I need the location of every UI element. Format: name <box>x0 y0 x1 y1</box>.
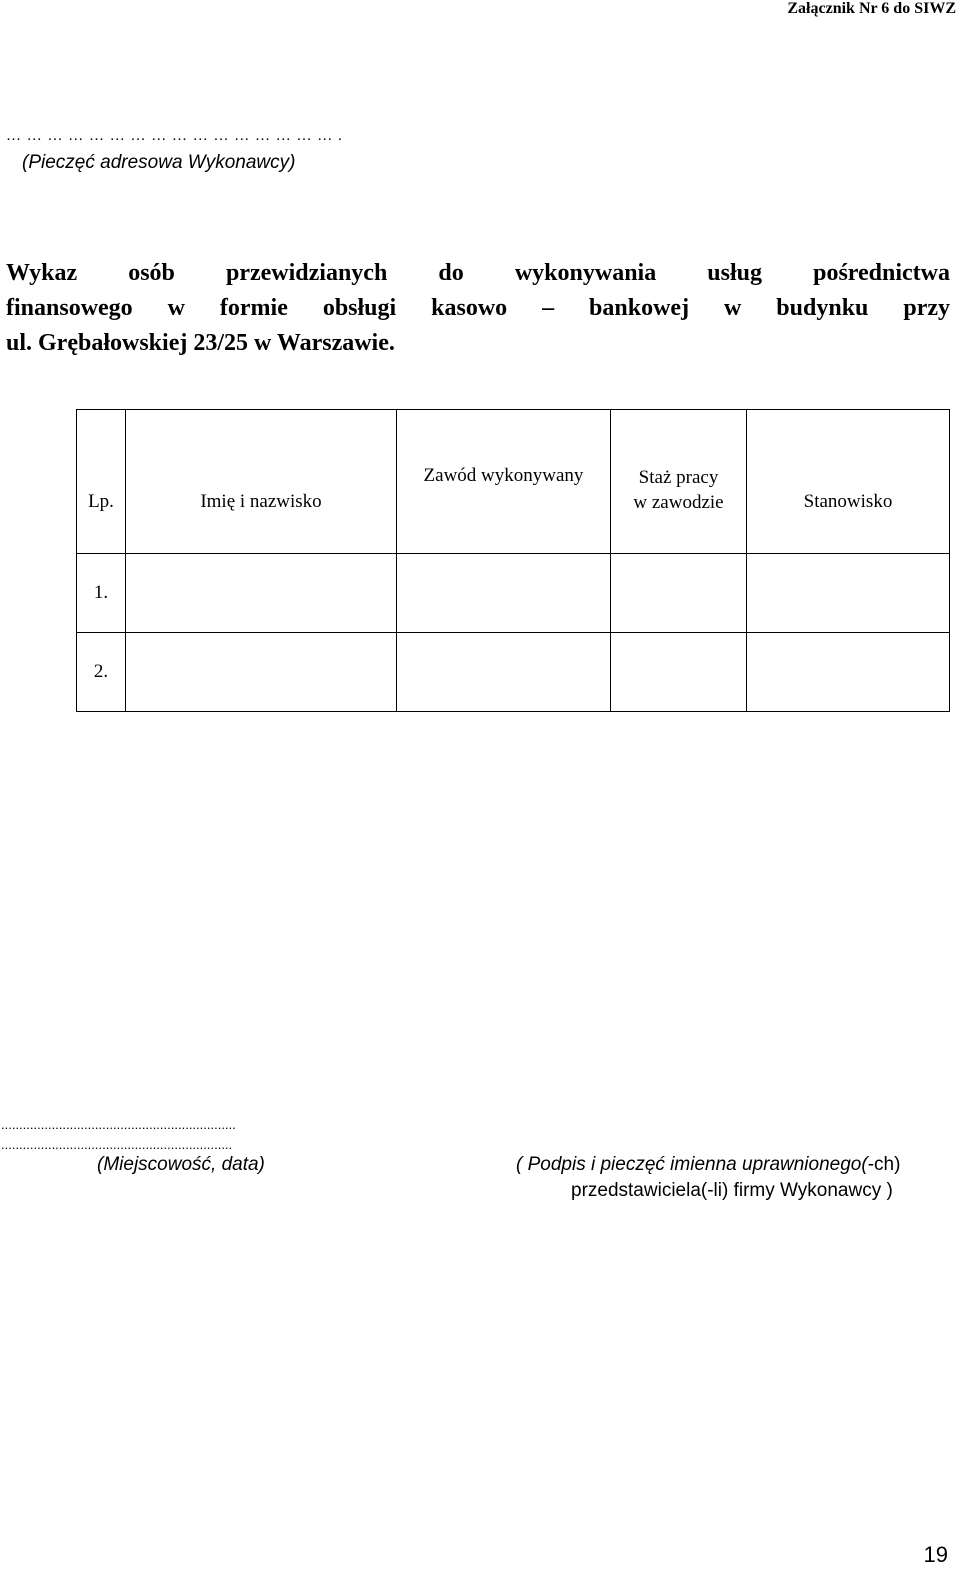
annex-label: Załącznik Nr 6 do SIWZ <box>787 0 956 17</box>
row-2-profession <box>397 633 611 712</box>
row-1-profession <box>397 554 611 633</box>
signature-label-line-2: przedstawiciela(-li) firmy Wykonawcy ) <box>571 1180 893 1201</box>
table-row <box>77 633 950 712</box>
stamp-placeholder-dots: … … … … … … … … … … … … … … … … . <box>6 128 343 144</box>
header-experience-line1: Staż pracy <box>638 467 719 488</box>
signature-label-italic: ( Podpis i pieczęć imienna uprawnionego( <box>516 1154 868 1175</box>
row-1-lp: 1. <box>77 554 126 633</box>
row-2-lp: 2. <box>77 633 126 712</box>
row-2-position <box>747 633 950 712</box>
stamp-label: (Pieczęć adresowa Wykonawcy) <box>22 152 296 173</box>
place-date-dots-line-1: ................................................................. <box>1 1117 236 1132</box>
place-date-dots-line-2: ................................................................ <box>1 1137 233 1152</box>
row-2-experience <box>611 633 747 712</box>
header-experience <box>611 410 747 554</box>
header-position-label: Stanowisko <box>803 491 893 512</box>
table-row <box>77 554 950 633</box>
row-2-name <box>126 633 397 712</box>
row-1-position <box>747 554 950 633</box>
header-profession <box>397 410 611 554</box>
personnel-table <box>76 409 950 712</box>
title-line-1: Wykaz osób przewidzianych do wykonywania usług pośrednictwa <box>6 260 950 286</box>
header-lp <box>77 410 126 554</box>
title-line-3: ul. Grębałowskiej 23/25 w Warszawie. <box>6 330 395 356</box>
header-name-label: Imię i nazwisko <box>200 491 322 512</box>
page-number: 19 <box>923 1542 948 1567</box>
signature-label-suffix: -ch) <box>867 1154 901 1175</box>
place-date-label: (Miejscowość, data) <box>97 1154 265 1175</box>
header-position <box>747 410 950 554</box>
table-header-row <box>77 410 950 554</box>
signature-label-line-1 <box>516 1154 900 1176</box>
row-1-name <box>126 554 397 633</box>
header-lp-label: Lp. <box>88 491 114 512</box>
title-line-2: finansowego w formie obsługi kasowo – bankowej w budynku przy <box>6 295 950 321</box>
row-1-experience <box>611 554 747 633</box>
header-name <box>126 410 397 554</box>
header-experience-line2: w zawodzie <box>633 492 724 513</box>
header-profession-label: Zawód wykonywany <box>423 465 584 486</box>
